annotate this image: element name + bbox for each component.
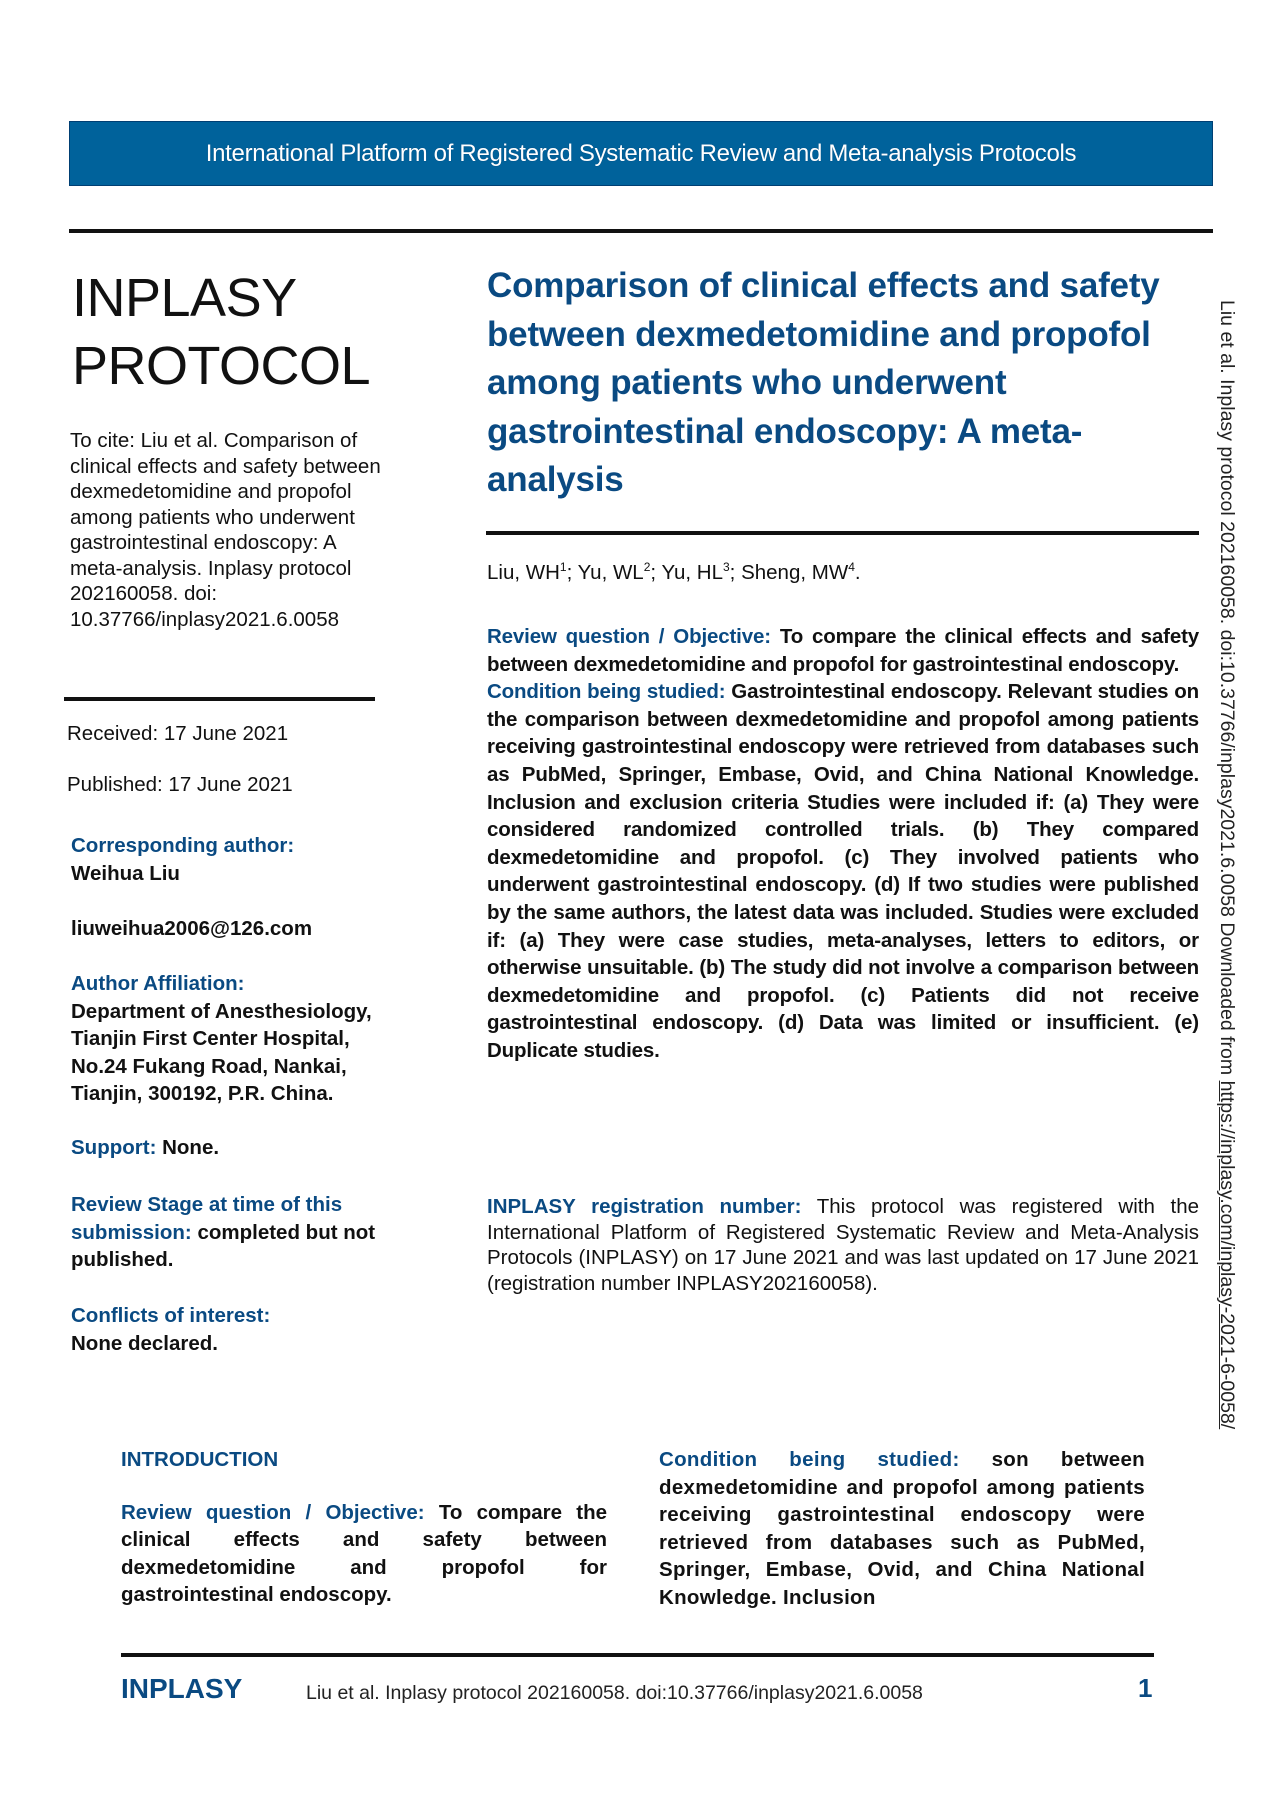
affiliation-line: Tianjin, 300192, P.R. China. — [71, 1082, 334, 1105]
condition-column — [659, 1446, 1145, 1611]
review-question-text: To compare the clinical effects and safety between dexmedetomidine and propofol for gastrointestinal endoscopy. — [487, 625, 1200, 676]
citation-text: To cite: Liu et al. Comparison of clinical effects and safety between dexmedetomidine and propofol among patients who underwent gastrointestinal endoscopy: A meta-analysis. Inplasy protocol 202160058. doi: 10.37766/inplasy2021.6.0058 — [70, 429, 381, 631]
download-link[interactable]: https://inplasy.com/inplasy-2021-6-0058/ — [1216, 1080, 1238, 1430]
banner-title: International Platform of Registered Systematic Review and Meta-analysis Protocols — [205, 139, 1077, 167]
published-date: Published: 17 June 2021 — [67, 773, 293, 796]
author: Yu, $WL^2$; — [577, 560, 662, 584]
author-affiliation — [71, 970, 431, 1108]
body-condition-label: Condition being studied: — [659, 1448, 960, 1471]
divider — [64, 697, 375, 701]
article-title: Comparison of clinical effects and safety between dexmedetomidine and propofol among patients who underwent gastrointestinal endoscopy: A meta-analysis — [487, 266, 1160, 499]
heading-line-2: PROTOCOL — [72, 336, 371, 396]
intro-review-text: To compare the clinical effects and safety between dexmedetomidine and propofol for gastrointestinal endoscopy. — [121, 1500, 607, 1606]
abstract — [487, 623, 1199, 1065]
divider — [69, 229, 1213, 233]
corresponding-author-label: Corresponding author: — [71, 834, 295, 857]
review-stage — [71, 1191, 411, 1274]
review-question-label: Review question / Objective: — [487, 625, 771, 648]
affiliation-line: No.24 Fukang Road, Nankai, — [71, 1054, 347, 1078]
received-date: Received: 17 June 2021 — [67, 722, 289, 745]
condition-label: Condition being studied: — [487, 680, 726, 704]
conflicts-of-interest — [71, 1302, 431, 1357]
protocol-heading — [72, 264, 370, 400]
author-email[interactable]: liuweihua2006@126.com — [71, 917, 313, 940]
journal-banner — [69, 121, 1213, 186]
support — [71, 1134, 431, 1162]
registration-label: INPLASY registration number: — [487, 1195, 802, 1218]
page-number: 1 — [1138, 1673, 1153, 1703]
coi-value: None declared. — [71, 1331, 218, 1355]
support-label: Support: — [71, 1136, 157, 1159]
body-condition-text: son between dexmedetomidine and propofol among patients receiving gastrointestinal endoscopy were retrieved from databases such as PubMed, Springer, Embase, Ovid, and China National Knowledge. Inclusion — [659, 1448, 1146, 1609]
vertical-citation-text: Liu et al. Inplasy protocol 202160058. doi:10.37766/inplasy2021.6.0058 Downloaded from — [1216, 300, 1238, 1081]
divider — [486, 531, 1199, 535]
support-value: None. — [162, 1136, 220, 1159]
review-stage-label: Review Stage at time of this submission: — [71, 1193, 343, 1244]
review-question — [487, 623, 1199, 678]
affiliation-label: Author Affiliation: — [71, 972, 245, 995]
footer-brand: INPLASY — [121, 1673, 243, 1704]
vertical-citation — [1215, 300, 1238, 1800]
affiliation-line: Tianjin First Center Hospital, — [71, 1027, 350, 1050]
condition-text: Gastrointestinal endoscopy. Relevant studies on the comparison between dexmedetomidine and propofol among patients receiving gastrointestinal endoscopy were retrieved from databases such as PubMed, Springer, Embase, Ovid, and China National Knowledge. Inclusion and exclusion criteria Studies were included if: (a) They were considered randomized controlled trials. (b) They compared dexmedetomidine and propofol. (c) They involved patients who underwent gastrointestinal endoscopy. (d) If two studies were published by the same authors, the latest data was included. Studies were excluded if: (a) They were case studies, meta-analyses, letters to editors, or otherwise unsuitable. (b) The study did not involve a comparison between dexmedetomidine and propofol. (c) Patients did not receive gastrointestinal endoscopy. (d) Data was limited or insufficient. (e) Duplicate studies. — [487, 680, 1199, 1062]
intro-review-label: Review question / Objective: — [121, 1500, 425, 1524]
registration-text: This protocol was registered with the International Platform of Registered Systematic Review and Meta-Analysis Protocols (INPLASY) on 17 June 2021 and was last updated on 17 June 2021 (registration number INPLASY202160058). — [487, 1195, 1199, 1295]
heading-line-1: INPLASY — [72, 268, 297, 328]
affiliation-line: Department of Anesthesiology, — [71, 999, 372, 1023]
coi-label: Conflicts of interest: — [71, 1304, 271, 1327]
introduction-heading: INTRODUCTION — [121, 1448, 279, 1471]
body-condition — [659, 1446, 1145, 1611]
corresponding-author-name: Weihua Liu — [71, 861, 180, 885]
intro-review-question — [121, 1499, 607, 1609]
review-stage-value: completed but not published. — [71, 1220, 376, 1271]
author: Liu, $WH^1$; — [487, 560, 578, 584]
corresponding-author — [71, 832, 431, 887]
introduction-column — [121, 1446, 607, 1609]
footer-citation: Liu et al. Inplasy protocol 202160058. doi:10.37766/inplasy2021.6.0058 — [306, 1682, 923, 1704]
author: Yu, $HL^3$; — [661, 560, 742, 584]
author-list — [487, 560, 861, 585]
condition-studied — [487, 678, 1199, 1064]
footer-divider — [121, 1653, 1154, 1657]
registration-info — [487, 1194, 1199, 1296]
author: Sheng, $MW^4$. — [741, 560, 861, 584]
